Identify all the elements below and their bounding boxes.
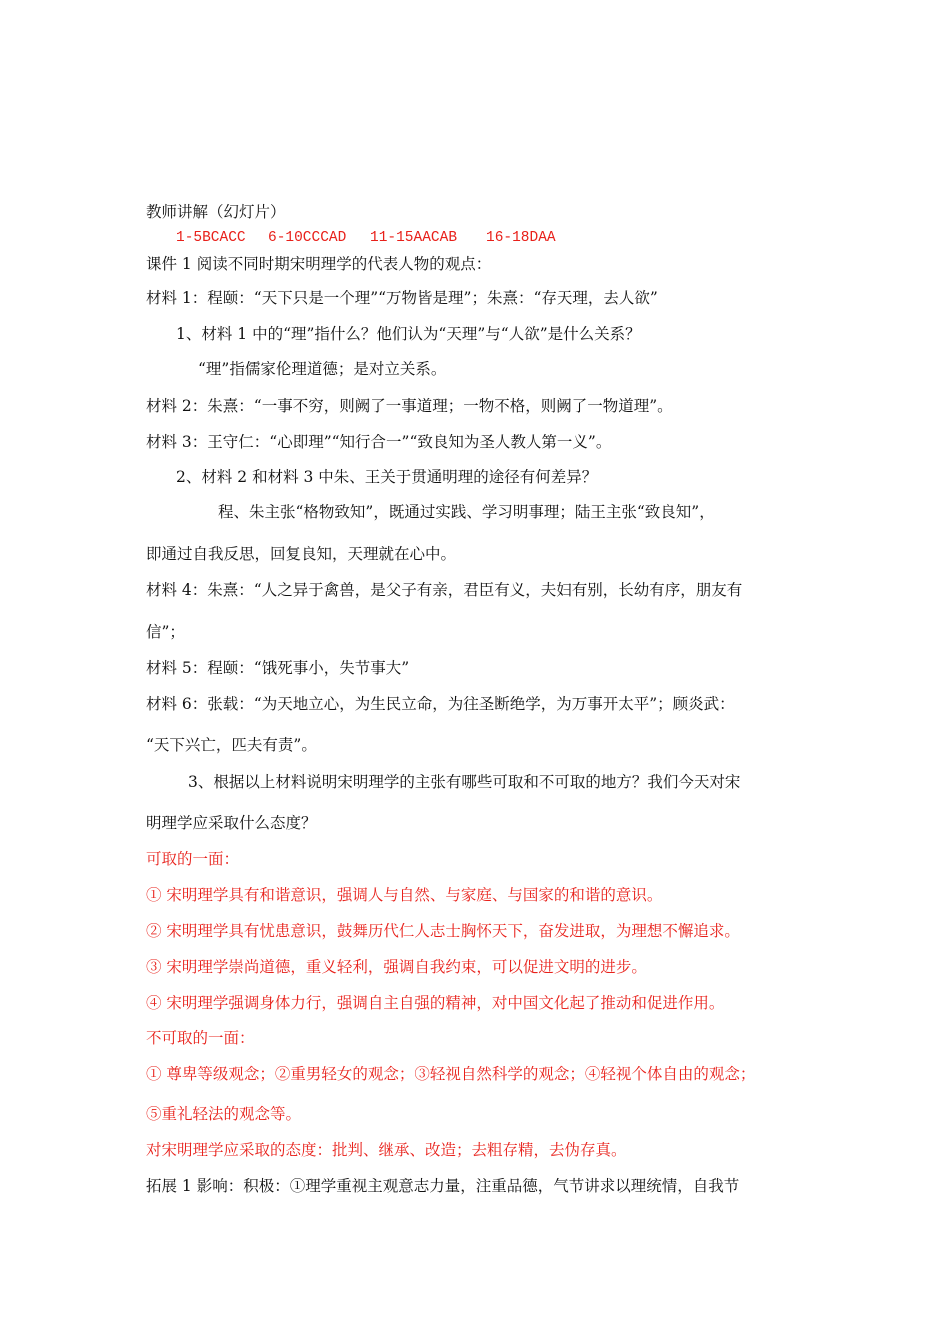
answer-key-11-15: 11-15AACAB <box>370 230 458 246</box>
positive-heading: 可取的一面： <box>146 850 240 868</box>
positive-item: ① 宋明理学具有和谐意识，强调人与自然、与家庭、与国家的和谐的意识。 <box>146 886 663 904</box>
answer-1: “理”指儒家伦理道德；是对立关系。 <box>198 360 447 378</box>
material-6-line-1: 材料 6：张载：“为天地立心，为生民立命，为往圣断绝学，为万事开太平”；顾炎武： <box>146 695 735 713</box>
extension-1: 拓展 1 影响：积极：①理学重视主观意志力量，注重品德，气节讲求以理统情，自我节 <box>146 1177 740 1195</box>
positive-item: ④ 宋明理学强调身体力行，强调自主自强的精神，对中国文化起了推动和促进作用。 <box>146 994 725 1012</box>
courseware-intro: 课件 1 阅读不同时期宋明理学的代表人物的观点： <box>146 255 492 273</box>
answer-key-1-5: 1-5BCACC <box>176 230 246 246</box>
positive-item: ③ 宋明理学崇尚道德，重义轻利，强调自我约束，可以促进文明的进步。 <box>146 958 647 976</box>
question-3-line-1: 3、根据以上材料说明宋明理学的主张有哪些可取和不可取的地方？我们今天对宋 <box>188 773 741 791</box>
answer-key <box>176 228 556 248</box>
material-2: 材料 2：朱熹：“一事不穷，则阙了一事道理；一物不格，则阙了一物道理”。 <box>146 397 673 415</box>
negative-items-line-2: ⑤重礼轻法的观念等。 <box>146 1105 302 1123</box>
material-5: 材料 5：程颐：“饿死事小，失节事大” <box>146 659 410 677</box>
material-3: 材料 3：王守仁：“心即理”“知行合一”“致良知为圣人教人第一义”。 <box>146 433 612 451</box>
answer-key-16-18: 16-18DAA <box>486 230 556 246</box>
answer-2-line-1: 程、朱主张“格物致知”，既通过实践、学习明事理；陆王主张“致良知”， <box>218 503 715 521</box>
answer-key-6-10: 6-10CCCAD <box>268 230 347 246</box>
positive-item: ② 宋明理学具有忧患意识，鼓舞历代仁人志士胸怀天下，奋发进取，为理想不懈追求。 <box>146 922 740 940</box>
material-6-line-2: “天下兴亡，匹夫有责”。 <box>146 736 317 754</box>
section-heading: 教师讲解（幻灯片） <box>146 203 286 221</box>
answer-2-line-2: 即通过自我反思，回复良知，天理就在心中。 <box>146 545 457 563</box>
material-1: 材料 1：程颐：“天下只是一个理”“万物皆是理”；朱熹：“存天理，去人欲” <box>146 289 658 307</box>
attitude-statement: 对宋明理学应采取的态度：批判、继承、改造；去粗存精，去伪存真。 <box>146 1141 627 1159</box>
question-3-line-2: 明理学应采取什么态度？ <box>146 814 317 832</box>
negative-items-line-1: ① 尊卑等级观念；②重男轻女的观念；③轻视自然科学的观念；④轻视个体自由的观念； <box>146 1065 756 1083</box>
question-2: 2、材料 2 和材料 3 中朱、王关于贯通明理的途径有何差异？ <box>176 468 598 486</box>
negative-heading: 不可取的一面： <box>146 1029 255 1047</box>
material-4-line-1: 材料 4：朱熹：“人之异于禽兽，是父子有亲，君臣有义，夫妇有别，长幼有序，朋友有 <box>146 581 743 599</box>
question-1: 1、材料 1 中的“理”指什么？他们认为“天理”与“人欲”是什么关系？ <box>176 325 641 343</box>
material-4-line-2: 信”； <box>146 623 185 641</box>
